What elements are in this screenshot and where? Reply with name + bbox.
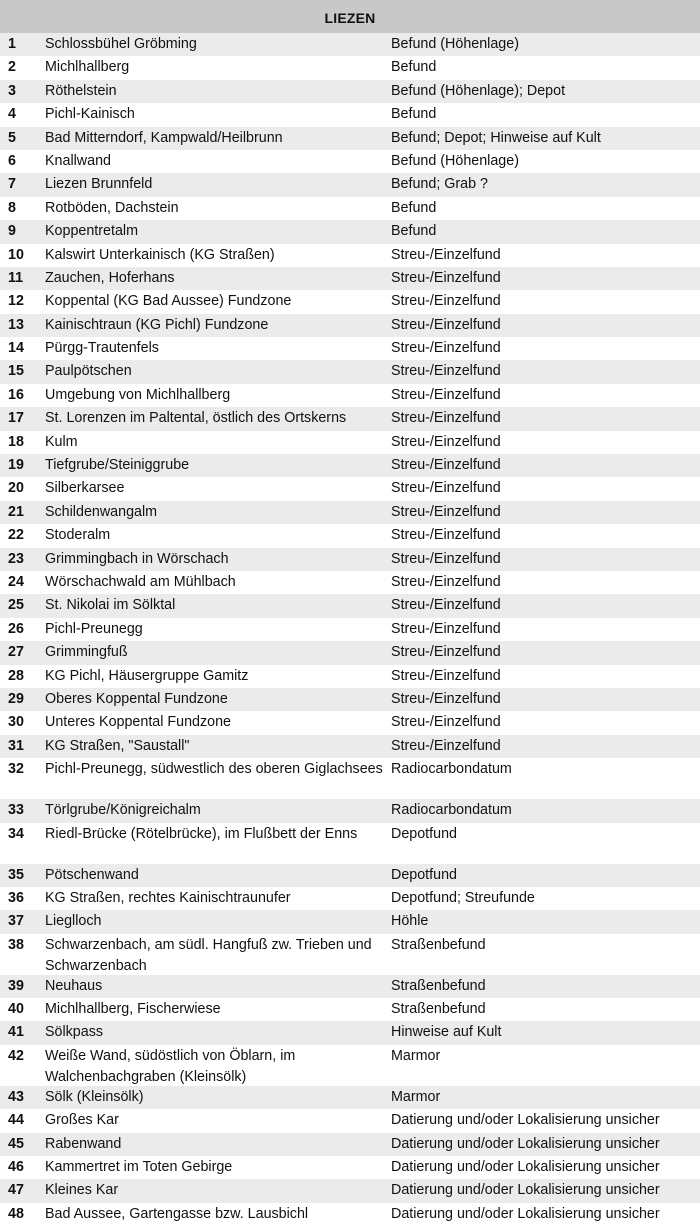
site-name: KG Straßen, "Saustall" (45, 737, 190, 754)
site-name: Kainischtraun (KG Pichl) Fundzone (45, 316, 269, 333)
finding-type: Befund (Höhenlage) (391, 152, 519, 169)
row-number: 29 (8, 690, 24, 707)
finding-type: Hinweise auf Kult (391, 1024, 502, 1041)
finding-type: Befund (391, 199, 437, 216)
table-row (0, 524, 700, 547)
row-number: 14 (8, 340, 24, 357)
row-number: 15 (8, 363, 24, 380)
row-number: 4 (8, 106, 16, 123)
site-name: Knallwand (45, 152, 111, 169)
row-number: 18 (8, 433, 24, 450)
site-name: Tiefgrube/Steiniggrube (45, 457, 190, 474)
finding-type: Streu-/Einzelfund (391, 457, 501, 474)
finding-type: Höhle (391, 913, 429, 930)
table-row (0, 864, 700, 887)
site-name: Liezen Brunnfeld (45, 176, 153, 193)
finding-type: Befund; Grab ? (391, 176, 488, 193)
site-name: Pötschenwand (45, 866, 139, 883)
row-number: 26 (8, 620, 24, 637)
site-name: Rabenwand (45, 1135, 122, 1152)
row-number: 36 (8, 889, 24, 906)
site-name: Neuhaus (45, 977, 103, 994)
finding-type: Streu-/Einzelfund (391, 293, 501, 310)
finding-type: Datierung und/oder Lokalisierung unsicher (391, 1112, 660, 1129)
row-number: 44 (8, 1112, 24, 1129)
finding-type: Streu-/Einzelfund (391, 480, 501, 497)
site-name: Röthelstein (45, 82, 117, 99)
table-row (0, 910, 700, 933)
table-row (0, 998, 700, 1021)
finding-type: Streu-/Einzelfund (391, 316, 501, 333)
site-name: Sölk (Kleinsölk) (45, 1088, 144, 1105)
table-row (0, 431, 700, 454)
table-row (0, 244, 700, 267)
row-number: 12 (8, 293, 24, 310)
table-row (0, 823, 700, 864)
row-number: 22 (8, 527, 24, 544)
finding-type: Marmor (391, 1088, 441, 1105)
table-row (0, 618, 700, 641)
table-row (0, 641, 700, 664)
table-row (0, 1045, 700, 1086)
row-number: 30 (8, 714, 24, 731)
site-name: Schildenwangalm (45, 503, 158, 520)
finding-type: Straßenbefund (391, 977, 486, 994)
table-row (0, 337, 700, 360)
table-row (0, 887, 700, 910)
finding-type: Streu-/Einzelfund (391, 550, 501, 567)
finding-type: Streu-/Einzelfund (391, 644, 501, 661)
site-name: Lieglloch (45, 913, 102, 930)
row-number: 20 (8, 480, 24, 497)
row-number: 41 (8, 1024, 24, 1041)
finding-type: Streu-/Einzelfund (391, 573, 501, 590)
row-number: 45 (8, 1135, 24, 1152)
table-row (0, 267, 700, 290)
table-row (0, 197, 700, 220)
site-name: Grimmingbach in Wörschach (45, 550, 229, 567)
finding-type: Streu-/Einzelfund (391, 433, 501, 450)
finding-type: Depotfund (391, 866, 457, 883)
table-row (0, 934, 700, 975)
table-row (0, 665, 700, 688)
finding-type: Befund (Höhenlage); Depot (391, 82, 566, 99)
table-row (0, 33, 700, 56)
finding-type: Befund (Höhenlage) (391, 36, 519, 52)
finding-type: Depotfund (391, 825, 457, 842)
table-row (0, 220, 700, 243)
table-row (0, 1179, 700, 1202)
table-row (0, 1086, 700, 1109)
finding-type: Befund (391, 106, 437, 123)
finding-type: Streu-/Einzelfund (391, 246, 501, 263)
row-number: 40 (8, 1001, 24, 1018)
row-number: 27 (8, 644, 24, 661)
finding-type: Streu-/Einzelfund (391, 503, 501, 520)
site-name: Wörschachwald am Mühlbach (45, 573, 236, 590)
row-number: 38 (8, 936, 24, 953)
finding-type: Streu-/Einzelfund (391, 620, 501, 637)
table-row (0, 758, 700, 799)
row-number: 6 (8, 152, 16, 169)
row-number: 48 (8, 1205, 24, 1222)
table-row (0, 548, 700, 571)
table-row (0, 1109, 700, 1132)
table-row (0, 454, 700, 477)
table-row (0, 290, 700, 313)
finding-type: Streu-/Einzelfund (391, 690, 501, 707)
site-name: Riedl-Brücke (Rötelbrücke), im Flußbett der Enns (45, 825, 358, 842)
site-name: Sölkpass (45, 1024, 104, 1041)
finding-type: Streu-/Einzelfund (391, 527, 501, 544)
table-row (0, 360, 700, 383)
site-name: Bad Mitterndorf, Kampwald/Heilbrunn (45, 129, 283, 146)
table-row (0, 501, 700, 524)
row-number: 35 (8, 866, 24, 883)
table-row (0, 173, 700, 196)
row-number: 25 (8, 597, 24, 614)
site-name: Pichl-Preunegg (45, 620, 143, 637)
row-number: 46 (8, 1159, 24, 1176)
row-number: 39 (8, 977, 24, 994)
site-name: Kleines Kar (45, 1182, 119, 1199)
table-row (0, 799, 700, 822)
site-name: Kammertret im Toten Gebirge (45, 1159, 233, 1176)
row-number: 17 (8, 410, 24, 427)
table-row (0, 1021, 700, 1044)
row-number: 47 (8, 1182, 24, 1199)
site-name: Weiße Wand, südöstlich von Öblarn, im Walchenbachgraben (Kleinsölk) (45, 1047, 296, 1085)
site-name: Oberes Koppental Fundzone (45, 690, 228, 707)
finding-type: Datierung und/oder Lokalisierung unsicher (391, 1205, 660, 1222)
table-row (0, 975, 700, 998)
row-number: 43 (8, 1088, 24, 1105)
site-name: Grimmingfuß (45, 644, 128, 661)
site-name: Pichl-Preunegg, südwestlich des oberen Giglachsees (45, 761, 383, 778)
site-name: Stoderalm (45, 527, 111, 544)
site-name: Kulm (45, 433, 78, 450)
table-body (0, 33, 700, 1226)
table-row (0, 1133, 700, 1156)
finding-type: Streu-/Einzelfund (391, 386, 501, 403)
site-name: Koppentretalm (45, 223, 138, 240)
finding-type: Datierung und/oder Lokalisierung unsicher (391, 1135, 660, 1152)
finding-type: Datierung und/oder Lokalisierung unsicher (391, 1182, 660, 1199)
table-header: LIEZEN (0, 0, 700, 33)
table-row (0, 711, 700, 734)
row-number: 1 (8, 36, 16, 52)
finding-type: Datierung und/oder Lokalisierung unsicher (391, 1159, 660, 1176)
table-row (0, 56, 700, 79)
row-number: 32 (8, 761, 24, 778)
site-name: Kalswirt Unterkainisch (KG Straßen) (45, 246, 275, 263)
row-number: 13 (8, 316, 24, 333)
row-number: 2 (8, 59, 16, 76)
site-name: Schwarzenbach, am südl. Hangfuß zw. Trieben und Schwarzenbach (45, 936, 372, 974)
finding-type: Befund; Depot; Hinweise auf Kult (391, 129, 601, 146)
finding-type: Streu-/Einzelfund (391, 363, 501, 380)
row-number: 24 (8, 573, 24, 590)
row-number: 10 (8, 246, 24, 263)
row-number: 28 (8, 667, 24, 684)
finding-type: Radiocarbondatum (391, 802, 512, 819)
table-row (0, 314, 700, 337)
row-number: 37 (8, 913, 24, 930)
site-name: Unteres Koppental Fundzone (45, 714, 231, 731)
site-name: KG Straßen, rechtes Kainischtraunufer (45, 889, 291, 906)
row-number: 34 (8, 825, 24, 842)
table-row (0, 1203, 700, 1226)
site-name: St. Lorenzen im Paltental, östlich des Ortskerns (45, 410, 347, 427)
table-row (0, 477, 700, 500)
site-name: Großes Kar (45, 1112, 119, 1129)
row-number: 33 (8, 802, 24, 819)
site-name: Umgebung von Michlhallberg (45, 386, 231, 403)
finding-type: Streu-/Einzelfund (391, 597, 501, 614)
site-name: Pichl-Kainisch (45, 106, 135, 123)
table-row (0, 150, 700, 173)
site-name: Pürgg-Trautenfels (45, 340, 159, 357)
row-number: 11 (8, 269, 24, 286)
site-name: Schlossbühel Gröbming (45, 36, 197, 52)
row-number: 8 (8, 199, 16, 216)
table-row (0, 80, 700, 103)
site-name: Rotböden, Dachstein (45, 199, 179, 216)
table-row (0, 127, 700, 150)
row-number: 31 (8, 737, 24, 754)
table-row (0, 407, 700, 430)
row-number: 19 (8, 457, 24, 474)
finding-type: Streu-/Einzelfund (391, 410, 501, 427)
finding-type: Streu-/Einzelfund (391, 269, 501, 286)
finding-type: Befund (391, 59, 437, 76)
finding-type: Streu-/Einzelfund (391, 737, 501, 754)
row-number: 23 (8, 550, 24, 567)
site-name: Bad Aussee, Gartengasse bzw. Lausbichl (45, 1205, 309, 1222)
row-number: 5 (8, 129, 16, 146)
table-row (0, 1156, 700, 1179)
site-name: Zauchen, Hoferhans (45, 269, 175, 286)
finding-type: Befund (391, 223, 437, 240)
finding-type: Marmor (391, 1047, 441, 1064)
finding-type: Straßenbefund (391, 1001, 486, 1018)
site-name: Paulpötschen (45, 363, 132, 380)
site-name: Koppental (KG Bad Aussee) Fundzone (45, 293, 292, 310)
site-name: KG Pichl, Häusergruppe Gamitz (45, 667, 249, 684)
site-name: Silberkarsee (45, 480, 125, 497)
table-row (0, 688, 700, 711)
site-name: St. Nikolai im Sölktal (45, 597, 176, 614)
finding-type: Straßenbefund (391, 936, 486, 953)
row-number: 42 (8, 1047, 24, 1064)
site-name: Michlhallberg, Fischerwiese (45, 1001, 221, 1018)
row-number: 21 (8, 503, 24, 520)
table-row (0, 594, 700, 617)
row-number: 16 (8, 386, 24, 403)
table-row (0, 571, 700, 594)
finding-type: Depotfund; Streufunde (391, 889, 535, 906)
table-row (0, 735, 700, 758)
finding-type: Streu-/Einzelfund (391, 667, 501, 684)
site-name: Törlgrube/Königreichalm (45, 802, 201, 819)
table-row (0, 103, 700, 126)
finding-type: Radiocarbondatum (391, 761, 512, 778)
table-row (0, 384, 700, 407)
site-name: Michlhallberg (45, 59, 130, 76)
row-number: 3 (8, 82, 16, 99)
row-number: 9 (8, 223, 16, 240)
row-number: 7 (8, 176, 16, 193)
finding-type: Streu-/Einzelfund (391, 340, 501, 357)
finding-type: Streu-/Einzelfund (391, 714, 501, 731)
